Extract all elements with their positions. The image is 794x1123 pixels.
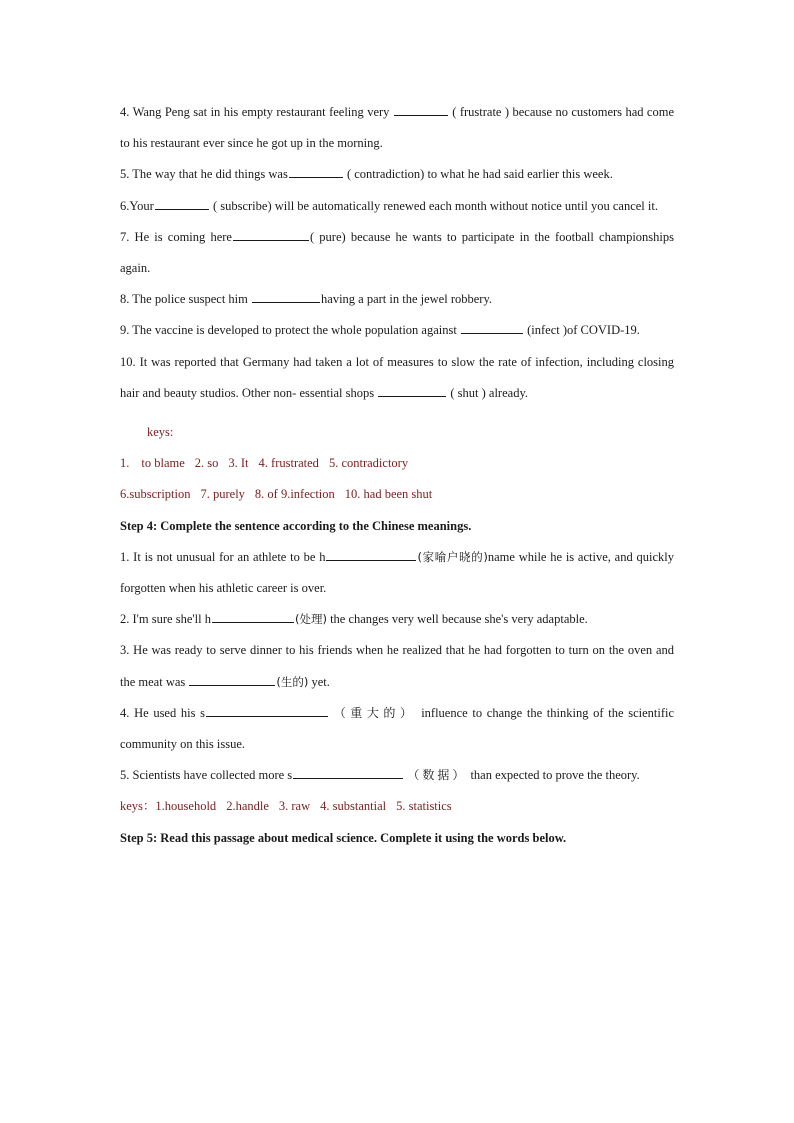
answer-blank[interactable] bbox=[378, 382, 446, 397]
step-5-heading: Step 5: Read this passage about medical science. Complete it using the words below. bbox=[120, 830, 567, 845]
keys-label: keys: bbox=[147, 425, 174, 440]
answer-blank[interactable] bbox=[206, 702, 328, 717]
exercise-6: 6.Your ( subscribe) will be automatically renewed each month without notice until you cancel it. bbox=[120, 191, 674, 222]
exercise-8: 8. The police suspect him having a part in the jewel robbery. bbox=[120, 284, 674, 315]
answer-blank[interactable] bbox=[461, 319, 523, 334]
answer-blank[interactable] bbox=[289, 163, 343, 178]
answer-blank[interactable] bbox=[293, 764, 403, 779]
step4-item-1: 1. It is not unusual for an athlete to be h (家喻户晓的)name while he is active, and quickly forgotten when his athletic career is over. bbox=[120, 542, 674, 604]
step-4-heading: Step 4: Complete the sentence according to the Chinese meanings. bbox=[120, 518, 472, 533]
keys-step4: keys：1.household 2.handle 3. raw 4. substantial 5. statistics bbox=[120, 799, 452, 814]
step4-item-2: 2. I'm sure she'll h (处理) the changes very well because she's very adaptable. bbox=[120, 604, 674, 635]
answer-blank[interactable] bbox=[394, 101, 448, 116]
answer-blank[interactable] bbox=[326, 546, 416, 561]
keys-line-2: 6.subscription 7. purely 8. of 9.infection 10. had been shut bbox=[120, 487, 433, 502]
exercise-4: 4. Wang Peng sat in his empty restaurant feeling very ( frustrate ) because no customers had come to his restaurant ever since he got up in the morning. bbox=[120, 97, 674, 159]
exercise-10: 10. It was reported that Germany had taken a lot of measures to slow the rate of infection, including closing hair and beauty studios. Other non- essential shops ( shut ) already. bbox=[120, 354, 675, 400]
exercise-7: 7. He is coming here ( pure) because he wants to participate in the football championships again. bbox=[120, 222, 674, 284]
answer-blank[interactable] bbox=[189, 671, 275, 686]
exercise-9: 9. The vaccine is developed to protect the whole population against (infect )of COVID-19. bbox=[120, 315, 674, 346]
exercise-5: 5. The way that he did things was ( contradiction) to what he had said earlier this week. bbox=[120, 159, 674, 190]
answer-blank[interactable] bbox=[212, 608, 294, 623]
keys-line-1: 1. to blame 2. so 3. It 4. frustrated 5. contradictory bbox=[120, 456, 409, 471]
step4-item-5: 5. Scientists have collected more s （数据） than expected to prove the theory. bbox=[120, 760, 674, 791]
answer-blank[interactable] bbox=[155, 195, 209, 210]
step4-item-4: 4. He used his s （重大的） influence to change the thinking of the scientific community on this issue. bbox=[120, 698, 674, 760]
answer-blank[interactable] bbox=[233, 226, 309, 241]
answer-blank[interactable] bbox=[252, 288, 320, 303]
step4-item-3: 3. He was ready to serve dinner to his friends when he realized that he had forgotten to turn on the oven and the meat was (生的) yet. bbox=[120, 643, 675, 689]
worksheet-content bbox=[120, 97, 674, 854]
